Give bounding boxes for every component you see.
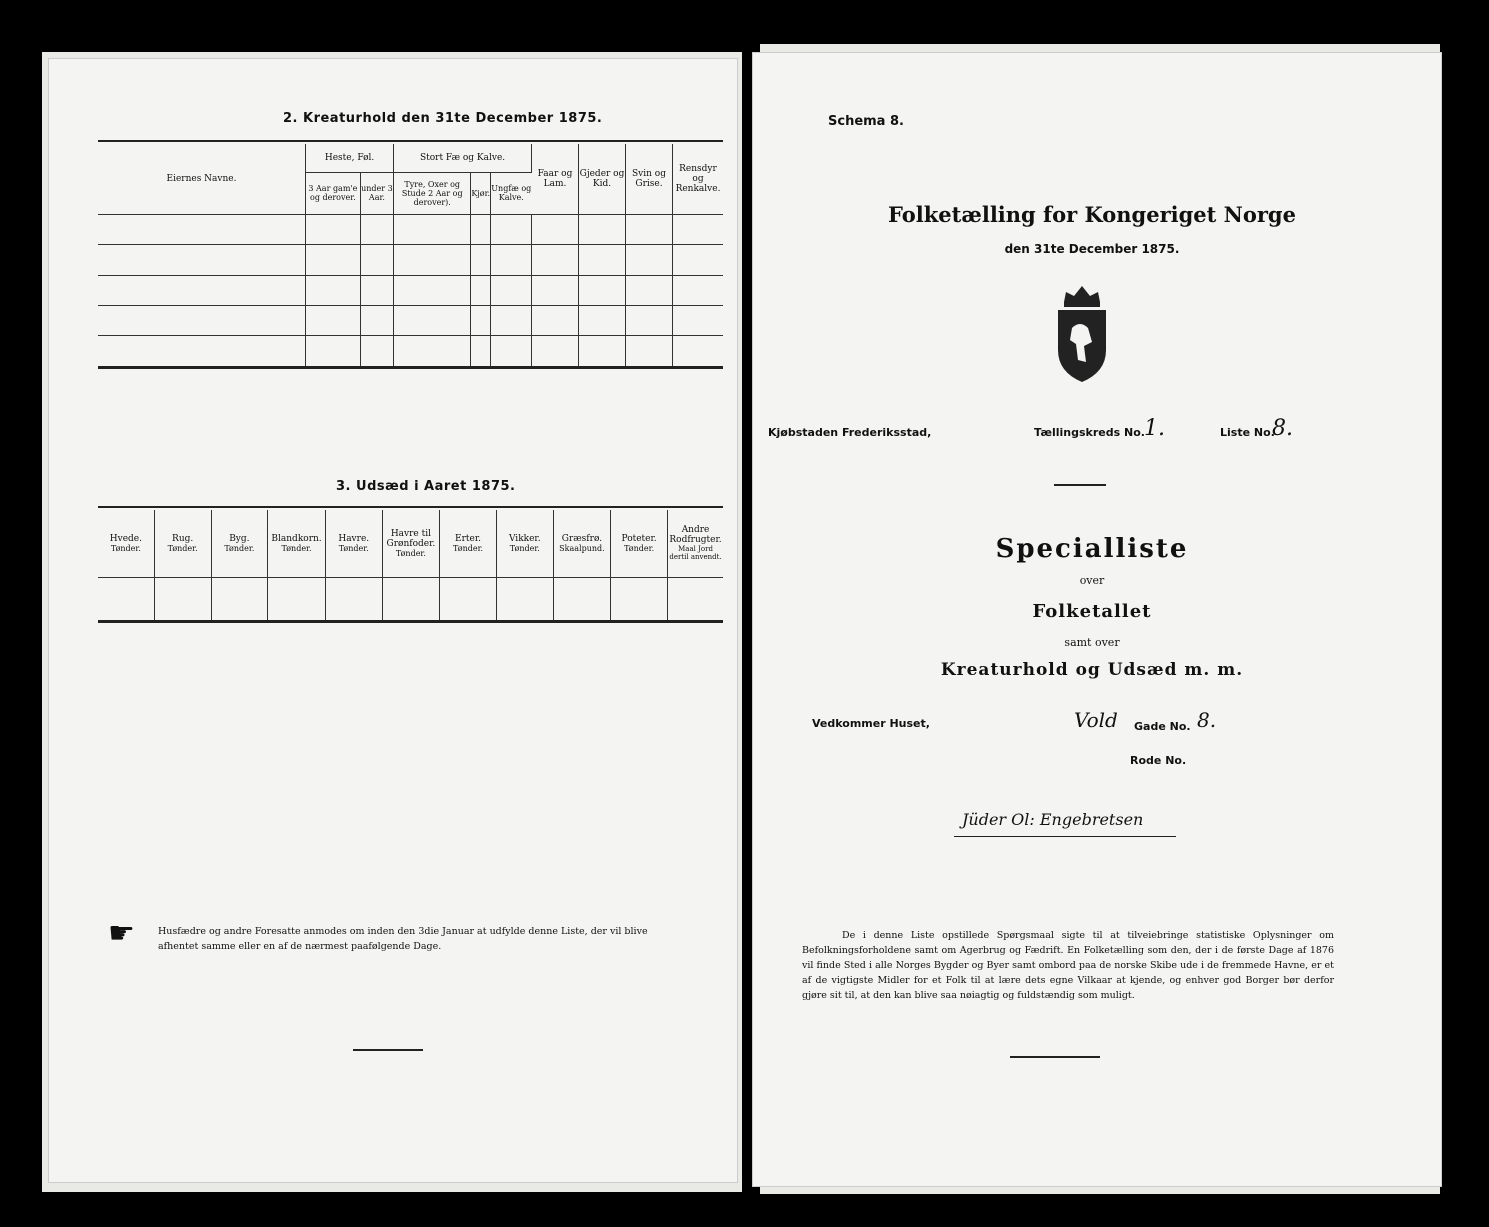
notice-text: Husfædre og andre Foresatte anmodes om inden den 3die Januar at udfylde denne Liste, der vil blive afhentet samme eller en af de nærmest paafølgende Dage. xyxy=(158,926,648,952)
cattle-a-header: Tyre, Oxer og Stude 2 Aar og derover). xyxy=(394,172,471,214)
divider-2 xyxy=(1010,1056,1100,1058)
specialliste-heading: Specialliste xyxy=(995,534,1189,564)
col-hvede: Hvede. Tønder. xyxy=(98,510,154,577)
col-erter: Erter. Tønder. xyxy=(440,510,497,577)
horses-group-header: Heste, Føl. xyxy=(306,144,394,172)
section2-title: 2. Kreaturhold den 31te December 1875. xyxy=(283,111,603,126)
sowing-table xyxy=(98,510,723,620)
house-label: Vedkommer Huset, xyxy=(812,717,930,730)
street-label: Gade No. xyxy=(1134,720,1191,733)
table3-top-rule xyxy=(98,506,723,508)
over-label: over xyxy=(1079,574,1105,587)
town-label: Kjøbstaden Frederiksstad, xyxy=(768,426,932,439)
cattle-c-header: Ungfæ og Kalve. xyxy=(491,184,532,203)
col-graesfro: Græsfrø. Skaalpund. xyxy=(553,510,610,577)
table3-bottom-rule xyxy=(98,620,723,623)
table-row xyxy=(98,577,723,620)
col-andre-rodfrugter: Andre Rodfrugter. Maal Jord dertil anvendt. xyxy=(669,525,722,562)
census-date: den 31te December 1875. xyxy=(1004,242,1180,256)
main-title: Folketælling for Kongeriget Norge xyxy=(888,202,1296,227)
signature: Jüder Ol: Engebretsen xyxy=(962,810,1144,829)
col-rug: Rug. Tønder. xyxy=(154,510,211,577)
coat-of-arms-icon xyxy=(1050,284,1114,384)
col-blandkorn: Blandkorn. Tønder. xyxy=(268,510,326,577)
table-row xyxy=(98,245,723,275)
district-value: 1. xyxy=(1144,416,1165,441)
footer-text: De i denne Liste opstillede Spørgsmaal sigte til at tilveiebringe statistiske Oplysninger om Befolkningsforholdene samt om Agerbrug og Fædrift. En Folketælling som den, der i de første Dage af 1876 vil finde Sted i alle Norges Bygder og Byer samt ombord paa de norske Skibe ude i de fremmede Havne, er et af de vigtigste Midler for et Folk til at lære dets egne Vilkaar at kjende, og enhver god Borger bør derfor gjøre sit til, at den kan blive saa nøiagtig og fuldstændig som muligt. xyxy=(802,930,1334,1001)
livestock-table xyxy=(98,144,723,366)
col-havre: Havre. Tønder. xyxy=(325,510,382,577)
horses-b-header: under 3 Aar. xyxy=(360,172,393,214)
col-havre-gronfoder: Havre til Grønfoder. Tønder. xyxy=(382,510,440,577)
owner-col-header: Eiernes Navne. xyxy=(98,144,306,215)
table-row xyxy=(98,305,723,335)
goats-header: Gjeder og Kid. xyxy=(579,144,626,215)
kreaturhold-label: Kreaturhold og Udsæd m. m. xyxy=(940,660,1244,680)
signature-line xyxy=(954,836,1176,837)
section3-title: 3. Udsæd i Aaret 1875. xyxy=(336,479,516,494)
list-label: Liste No. xyxy=(1220,426,1275,439)
table-row xyxy=(98,336,723,366)
street-number: 8. xyxy=(1197,708,1217,732)
divider-1 xyxy=(1054,484,1106,486)
pigs-header: Svin og Grise. xyxy=(626,144,673,215)
left-end-rule xyxy=(353,1049,423,1051)
rode-label: Rode No. xyxy=(1130,754,1187,767)
table-row xyxy=(98,275,723,305)
sheep-header: Faar og Lam. xyxy=(532,144,579,215)
table2-bottom-rule xyxy=(98,366,723,369)
table2-top-rule xyxy=(98,140,723,142)
cattle-b-header: Kjør. xyxy=(471,172,491,214)
col-byg: Byg. Tønder. xyxy=(211,510,268,577)
street-name: Vold xyxy=(1074,708,1118,732)
pointing-hand-icon: ☛ xyxy=(108,916,135,951)
folketallet-label: Folketallet xyxy=(1032,601,1152,622)
cattle-group-header: Stort Fæ og Kalve. xyxy=(394,144,532,172)
list-value: 8. xyxy=(1272,416,1293,441)
horses-a-header: 3 Aar gam'e og derover. xyxy=(306,172,361,214)
samt-over-label: samt over xyxy=(1064,636,1120,649)
table-row xyxy=(98,215,723,245)
reindeer-header: Rensdyr og Renkalve. xyxy=(675,164,721,195)
district-label: Tællingskreds No. xyxy=(1034,426,1145,439)
col-vikker: Vikker. Tønder. xyxy=(496,510,553,577)
right-page xyxy=(752,52,1442,1187)
left-page xyxy=(48,58,738,1183)
schema-label: Schema 8. xyxy=(828,114,904,129)
col-poteter: Poteter. Tønder. xyxy=(611,510,668,577)
